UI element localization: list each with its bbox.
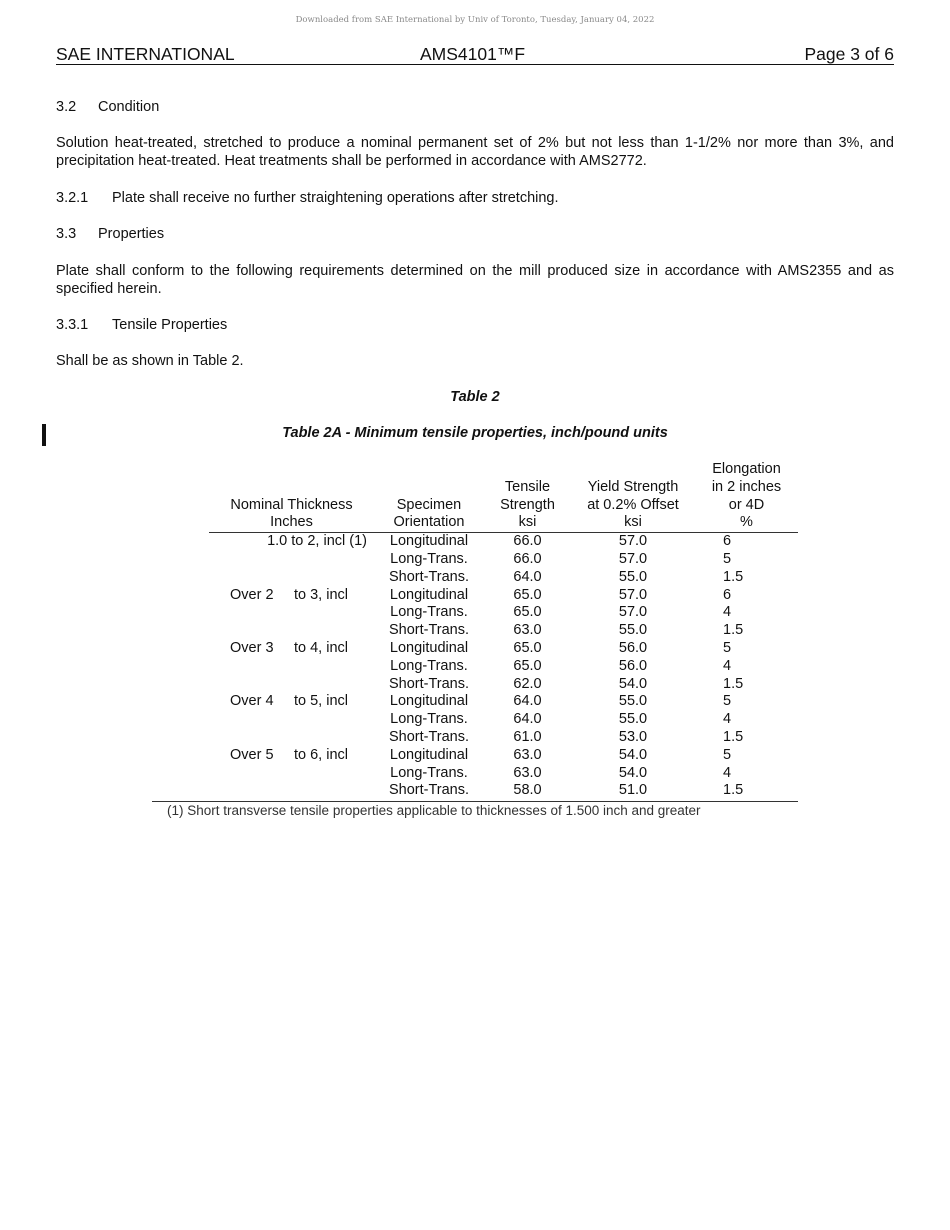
cell-tensile: 63.0	[513, 746, 542, 763]
cell-orientation: Short-Trans.	[388, 782, 470, 799]
table-row	[209, 729, 798, 747]
cell-elongation: 1.5	[723, 782, 744, 799]
cell-yield: 53.0	[618, 728, 648, 745]
thickness-over: Over 3	[230, 639, 274, 656]
cell-elongation: 1.5	[723, 675, 744, 692]
cell-tensile: 65.0	[513, 604, 542, 621]
thickness-to: to 4, incl	[294, 639, 348, 656]
section-3-3-heading	[56, 225, 894, 243]
cell-orientation: Longitudinal	[389, 533, 469, 550]
cell-tensile: 64.0	[513, 693, 542, 710]
cell-thickness	[209, 676, 374, 694]
thickness-to: to 3, incl	[294, 586, 348, 603]
cell-elongation: 4	[723, 604, 732, 621]
cell-yield: 54.0	[618, 764, 648, 781]
section-3-2-1	[56, 189, 894, 207]
section-title: Tensile Properties	[112, 317, 228, 333]
cell-tensile: 58.0	[513, 782, 542, 799]
cell-tensile: 66.0	[513, 533, 542, 550]
cell-thickness	[209, 729, 374, 747]
cell-thickness	[209, 587, 374, 605]
table-row	[209, 640, 798, 658]
cell-tensile: 63.0	[513, 622, 542, 639]
header-elongation	[695, 461, 798, 533]
table-row	[209, 765, 798, 783]
cell-orientation: Long-Trans.	[390, 604, 468, 621]
cell-yield: 55.0	[618, 711, 648, 728]
section-title: Condition	[98, 99, 160, 115]
table-row	[209, 711, 798, 729]
thickness-to: to 5, incl	[294, 693, 348, 710]
header-document-number: AMS4101™F	[420, 44, 526, 64]
cell-orientation: Long-Trans.	[390, 764, 468, 781]
section-3-3-1-heading	[56, 316, 894, 334]
cell-elongation: 5	[723, 550, 732, 567]
cell-orientation: Longitudinal	[389, 639, 469, 656]
cell-tensile: 61.0	[513, 728, 542, 745]
header-tensile-strength	[484, 461, 571, 533]
section-3-2-heading	[56, 98, 894, 116]
thickness-to: to 6, incl	[294, 746, 348, 763]
header-line: Tensile	[504, 478, 551, 495]
thickness-over: Over 5	[230, 746, 274, 763]
thickness-over: Over 2	[230, 586, 274, 603]
cell-elongation: 6	[723, 533, 732, 550]
header-line: Yield Strength	[587, 478, 679, 495]
cell-yield: 57.0	[618, 533, 648, 550]
cell-tensile: 64.0	[513, 568, 542, 585]
cell-elongation: 1.5	[723, 568, 744, 585]
cell-thickness	[209, 640, 374, 658]
cell-yield: 55.0	[618, 622, 648, 639]
cell-elongation: 5	[723, 746, 732, 763]
header-line: ksi	[518, 514, 537, 531]
cell-orientation: Short-Trans.	[388, 675, 470, 692]
page-header	[56, 44, 894, 65]
header-line: Specimen	[396, 496, 462, 513]
header-line: at 0.2% Offset	[587, 496, 679, 513]
cell-orientation: Longitudinal	[389, 693, 469, 710]
cell-yield: 55.0	[618, 693, 648, 710]
header-line: in 2 inches	[711, 478, 782, 495]
cell-yield: 57.0	[618, 586, 648, 603]
table-row	[209, 747, 798, 765]
table-row	[209, 693, 798, 711]
cell-thickness: 1.0 to 2, incl (1)	[267, 533, 367, 550]
table-row	[209, 676, 798, 694]
section-3-3-1-text: Shall be as shown in Table 2.	[56, 353, 244, 369]
table-row	[209, 622, 798, 640]
cell-thickness	[209, 693, 374, 711]
cell-elongation: 4	[723, 764, 732, 781]
cell-yield: 51.0	[618, 782, 648, 799]
section-number: 3.2	[56, 99, 77, 115]
cell-orientation: Short-Trans.	[388, 728, 470, 745]
cell-tensile: 63.0	[513, 764, 542, 781]
cell-elongation: 1.5	[723, 728, 744, 745]
cell-elongation: 4	[723, 711, 732, 728]
table-subcaption: Table 2A - Minimum tensile properties, inch/pound units	[282, 425, 668, 441]
header-specimen-orientation	[374, 461, 484, 533]
header-line: ksi	[624, 514, 642, 531]
section-title: Properties	[98, 226, 165, 242]
cell-elongation: 6	[723, 586, 732, 603]
cell-yield: 57.0	[618, 604, 648, 621]
tensile-properties-table	[209, 461, 798, 799]
header-nominal-thickness	[209, 461, 374, 533]
table-caption: Table 2	[450, 389, 500, 405]
header-line: Elongation	[712, 461, 781, 477]
table-body	[209, 533, 798, 800]
cell-tensile: 65.0	[513, 586, 542, 603]
section-3-2-text: Solution heat-treated, stretched to produce a nominal permanent set of 2% but not less than 1-1/2% nor more than 3%, and precipitation heat-treated. Heat treatments shall be performed in accordance with AMS2772.	[56, 135, 894, 169]
cell-thickness	[209, 747, 374, 765]
cell-tensile: 65.0	[513, 639, 542, 656]
cell-thickness	[209, 622, 374, 640]
cell-yield: 54.0	[618, 746, 648, 763]
cell-yield: 54.0	[618, 675, 648, 692]
cell-elongation: 4	[723, 657, 732, 674]
cell-yield: 56.0	[618, 639, 648, 656]
table-header-row	[209, 461, 798, 533]
cell-thickness	[209, 711, 374, 729]
cell-orientation: Long-Trans.	[390, 657, 468, 674]
cell-orientation: Short-Trans.	[388, 622, 470, 639]
table-row	[209, 587, 798, 605]
download-watermark: Downloaded from SAE International by Univ of Toronto, Tuesday, January 04, 2022	[295, 15, 655, 25]
cell-tensile: 66.0	[513, 550, 542, 567]
cell-thickness	[209, 604, 374, 622]
header-line: Orientation	[393, 514, 465, 531]
cell-tensile: 64.0	[513, 711, 542, 728]
header-line: %	[740, 514, 753, 531]
cell-orientation: Longitudinal	[389, 586, 469, 603]
header-yield-strength	[571, 461, 695, 533]
thickness-over: Over 4	[230, 693, 274, 710]
cell-yield: 55.0	[618, 568, 648, 585]
header-organization: SAE INTERNATIONAL	[56, 44, 235, 64]
cell-thickness	[209, 782, 374, 799]
cell-thickness	[209, 569, 374, 587]
section-3-3-text: Plate shall conform to the following requirements determined on the mill produced size in accordance with AMS2355 and as specified herein.	[56, 263, 894, 297]
cell-thickness	[209, 658, 374, 676]
cell-elongation: 5	[723, 693, 732, 710]
table-row	[209, 658, 798, 676]
cell-elongation: 1.5	[723, 622, 744, 639]
header-line: or 4D	[728, 496, 765, 513]
table-row	[209, 604, 798, 622]
cell-thickness	[209, 765, 374, 783]
cell-tensile: 65.0	[513, 657, 542, 674]
header-line: Nominal Thickness	[230, 496, 353, 513]
cell-orientation: Long-Trans.	[390, 711, 468, 728]
cell-thickness	[209, 551, 374, 569]
table-row	[209, 569, 798, 587]
table-row	[209, 551, 798, 569]
cell-orientation: Short-Trans.	[388, 568, 470, 585]
table-row	[209, 782, 798, 799]
cell-elongation: 5	[723, 639, 732, 656]
section-text: Plate shall receive no further straightening operations after stretching.	[112, 190, 559, 206]
header-line: Strength	[500, 496, 555, 513]
section-number: 3.3.1	[56, 317, 89, 333]
cell-orientation: Long-Trans.	[390, 550, 468, 567]
section-number: 3.2.1	[56, 190, 89, 206]
table-row	[209, 533, 798, 551]
table-footnote: (1) Short transverse tensile properties applicable to thicknesses of 1.500 inch and greater	[167, 803, 701, 818]
header-line: Inches	[270, 514, 313, 531]
cell-yield: 57.0	[618, 550, 648, 567]
cell-yield: 56.0	[618, 657, 648, 674]
section-number: 3.3	[56, 226, 77, 242]
header-page-number: Page 3 of 6	[804, 44, 894, 64]
cell-tensile: 62.0	[513, 675, 542, 692]
cell-orientation: Longitudinal	[389, 746, 469, 763]
